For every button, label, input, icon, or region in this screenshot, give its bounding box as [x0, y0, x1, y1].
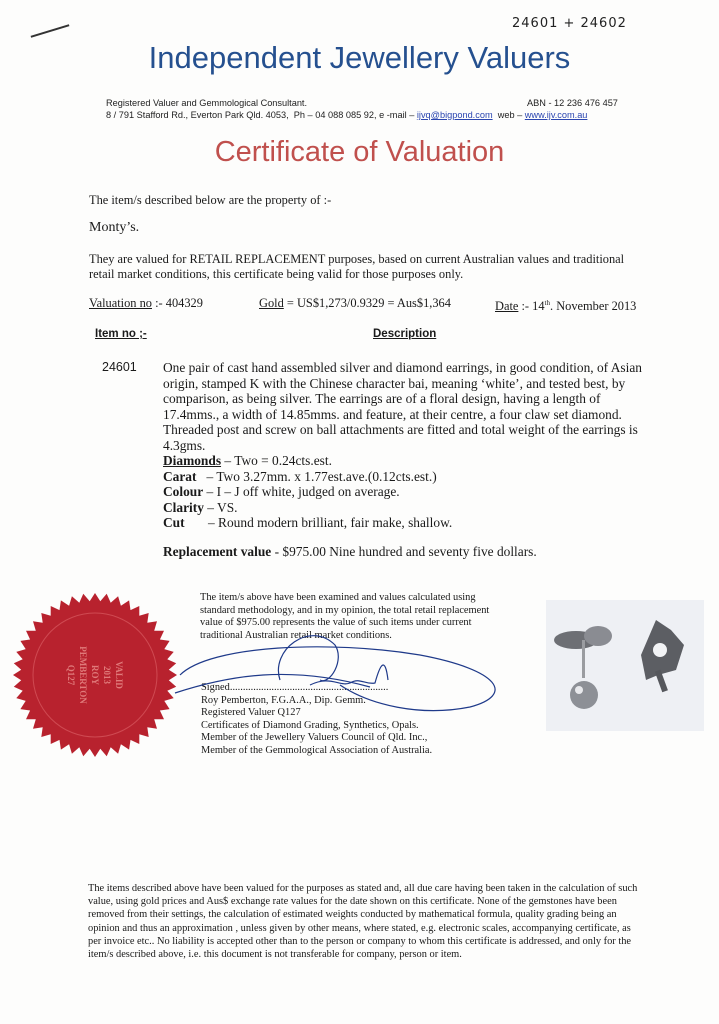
signature-loop [180, 647, 495, 711]
contact-line [106, 110, 587, 120]
spec-value: – Round modern brilliant, fair make, shallow. [184, 515, 453, 530]
earrings-photo [546, 600, 704, 731]
valuer-certificates: Certificates of Diamond Grading, Synthetics, Opals. [201, 719, 419, 731]
spec-cut [163, 515, 643, 531]
web-label: web – [492, 110, 525, 120]
website-link[interactable]: www.ijv.com.au [524, 110, 588, 120]
earring-diamond [653, 643, 667, 657]
item-number: 24601 [102, 360, 137, 374]
earrings-illustration [546, 600, 704, 731]
spec-value: – Two 3.27mm. x 1.77est.ave.(0.12cts.est.) [196, 468, 437, 484]
address: 8 / 791 Stafford Rd., Everton Park Qld. 4053, Ph – 04 088 085 92, e -mail – [106, 110, 417, 120]
gold-value: = US$1,273/0.9329 = Aus$1,364 [283, 296, 451, 310]
spec-value: – I – J off white, judged on average. [203, 484, 400, 499]
earring-post [582, 640, 585, 678]
earring-back-ball [570, 681, 598, 709]
purpose-text: They are valued for RETAIL REPLACEMENT purposes, based on current Australian values and traditional retail market conditions, this certificate being valid for those purposes only. [89, 252, 625, 281]
gold-label: Gold [259, 296, 284, 310]
email-link[interactable]: ijvq@bigpond.com [416, 110, 493, 120]
seal-line: ROY [90, 665, 100, 685]
seal-line: VALID [114, 661, 124, 689]
gold-rate [259, 296, 451, 311]
valuer-name: Roy Pemberton, F.G.A.A., Dip. Gemm. [201, 694, 366, 706]
spec-value: – Two = 0.24cts.est. [221, 453, 332, 468]
certificate-title: Certificate of Valuation [214, 136, 505, 168]
valuation-date [495, 296, 636, 314]
spec-label: Clarity [163, 499, 204, 515]
item-no-header: Item no ;- [95, 328, 147, 340]
handwritten-note: 24601 + 24602 [512, 16, 627, 31]
valuer-membership-2: Member of the Gemmological Association of Australia. [201, 744, 433, 756]
valuation-no-value: :- 404329 [151, 296, 203, 310]
disclaimer-text: The items described above have been valued for the purposes as stated and, all due care having been taken in the calculation of such value, using gold prices and Aus$ exchange rate values for the date shown on this certificate. None of the gemstones have been removed from their settings, the calculation of estimated weights conducted by mathematical formula, quality grading being an opinion and thus an approximation , unless given by other means, where stated, e.g. electronic scales, accompanying certificate, as per invoice etc.. No liability is accepted other than to the person or company to whom this certificate is addressed, and only for the item/s described above, i.e. this document is not transferable for company, person or item. [88, 883, 638, 961]
replacement-value [163, 544, 643, 560]
spec-label: Cut [163, 515, 185, 530]
owner-name: Monty’s. [89, 220, 140, 235]
spec-label: Carat [163, 468, 197, 484]
valuation-no-label: Valuation no [89, 296, 152, 310]
company-name: Independent Jewellery Valuers [148, 40, 571, 75]
attestation-text: The item/s above have been examined and values calculated using standard methodology, and in my opinion, the total retail replacement value of $975.00 represents the value of such items under current traditional Australian retail market conditions. [200, 592, 490, 641]
item-description-block [163, 360, 643, 559]
seal-line: 2013 [102, 666, 112, 684]
pen-mark [31, 24, 70, 38]
spec-diamonds [163, 453, 643, 469]
spec-colour [163, 484, 643, 500]
date-label: Date [495, 299, 519, 314]
wax-seal [10, 590, 180, 760]
abn: ABN - 12 236 476 457 [527, 98, 618, 108]
date-superscript: th [544, 299, 550, 307]
property-intro: The item/s described below are the property of :- [89, 193, 332, 207]
signed-line: Signed............................................................. [201, 682, 389, 693]
diamond-specs [163, 453, 643, 531]
valuer-membership-1: Member of the Jewellery Valuers Council of Qld. Inc., [201, 732, 428, 744]
handwritten-signature [170, 625, 515, 715]
description-header: Description [373, 328, 437, 340]
valuer-registration: Registered Valuer Q127 [201, 707, 301, 719]
date-prefix: :- 14 [518, 299, 545, 314]
company-tagline: Registered Valuer and Gemmological Consultant. [106, 98, 308, 108]
replacement-amount: - $975.00 Nine hundred and seventy five dollars. [271, 543, 537, 559]
seal-line: PEMBERTON [78, 646, 88, 704]
spec-value: – VS. [203, 499, 238, 515]
date-suffix: . November 2013 [550, 299, 637, 314]
spec-carat [163, 469, 643, 485]
seal-line: Q127 [66, 664, 76, 686]
spec-label: Colour [163, 484, 204, 499]
spec-label: Diamonds [163, 453, 222, 468]
replacement-label: Replacement value [163, 543, 272, 559]
spec-clarity [163, 500, 643, 516]
valuation-number [89, 296, 203, 311]
item-description: One pair of cast hand assembled silver and diamond earrings, in good condition, of Asian origin, stamped K with the Chinese character bai, meaning ‘white’, and tested best, by comparison, as being silver. The earrings are of a floral design, having a length of 17.4mms., a width of 14.85mms. and feature, at their centre, a four claw set diamond. Threaded post and screw on ball attachments are fitted and total weight of the earrings is 4.3gms. [163, 360, 642, 453]
